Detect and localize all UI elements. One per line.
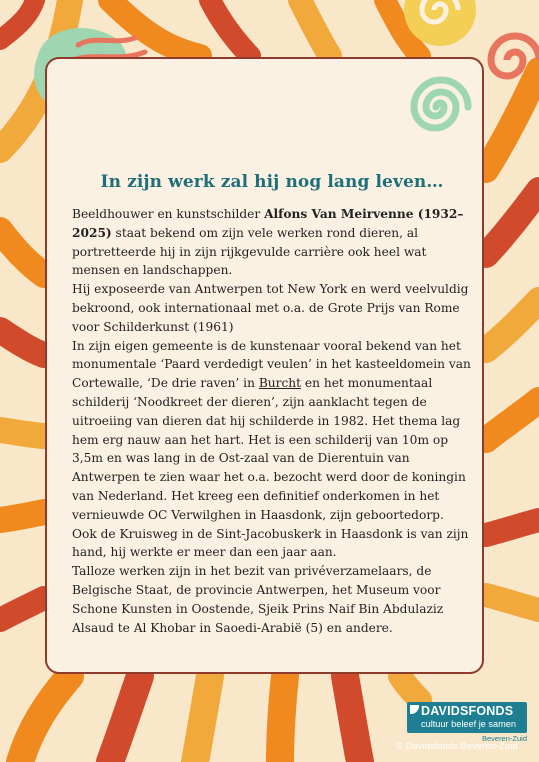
paragraph-local-works [72, 337, 472, 563]
spiral-icon [405, 72, 475, 142]
local-works-end: en het monumentaal schilderij ‘Noodkreet der dieren’, zijn aanklacht tegen de uitroeiing van dieren dat hij schilderde in 1982. Het thema lag hem erg nauw aan het hart. Het is een schilderij van 10m op 3,5m en was lang in de Ost-zaal van de Dierentuin van Antwerpen te zien waar het o.a. bezocht werd door de koningin van Nederland. Het kreeg een definitief onderkomen in het vernieuwde OC Verwilghen in Haasdonk, zijn geboortedorp. Ook de Kruisweg in de Sint-Jacobuskerk in Haasdonk is van zijn hand, hij werkte er meer dan een jaar aan. [72, 376, 469, 560]
paragraph-collections: Talloze werken zijn in het bezit van privéverzamelaars, de Belgische Staat, de provincie Antwerpen, het Museum voor Schone Kunsten in Oostende, Sjeik Prins Naif Bin Abdulaziz Alsaud te Al Khobar in Saoedi-Arabië (5) en andere. [72, 564, 444, 635]
paragraph-intro [72, 205, 472, 280]
logo-tagline: cultuur beleef je samen [421, 719, 516, 729]
logo-box [407, 702, 527, 733]
intro-text-end: staat bekend om zijn vele werken rond dieren, al portretteerde hij in zijn rijkgevulde carrière ook heel wat mensen en landschappen. [72, 225, 427, 278]
logo-name: DAVIDSFONDS [421, 704, 514, 718]
burcht-link[interactable]: Burcht [258, 376, 302, 391]
intro-text-start: Beeldhouwer en kunstschilder [72, 207, 265, 221]
article-title: In zijn werk zal hij nog lang leven… [100, 172, 444, 192]
davidsfonds-logo [407, 702, 527, 744]
copyright-notice: © Davidsfonds Beveren-Zuid [396, 741, 518, 752]
logo-branch: Beveren-Zuid [481, 734, 527, 743]
logo-mark-icon [410, 705, 419, 714]
local-works-start: In zijn eigen gemeente is de kunstenaar vooral bekend van het monumentale ‘Paard verdedigt veulen’ in het kasteeldomein van Cortewalle, ‘De drie raven’ in [72, 338, 471, 391]
paragraph-exhibitions: Hij exposeerde van Antwerpen tot New York en werd veelvuldig bekroond, ook internationaal met o.a. de Grote Prijs van Rome voor Schilderkunst (1961) [72, 282, 469, 334]
article-content [72, 172, 472, 637]
artist-name: Alfons Van Meirvenne (1932–2025) [72, 207, 464, 240]
